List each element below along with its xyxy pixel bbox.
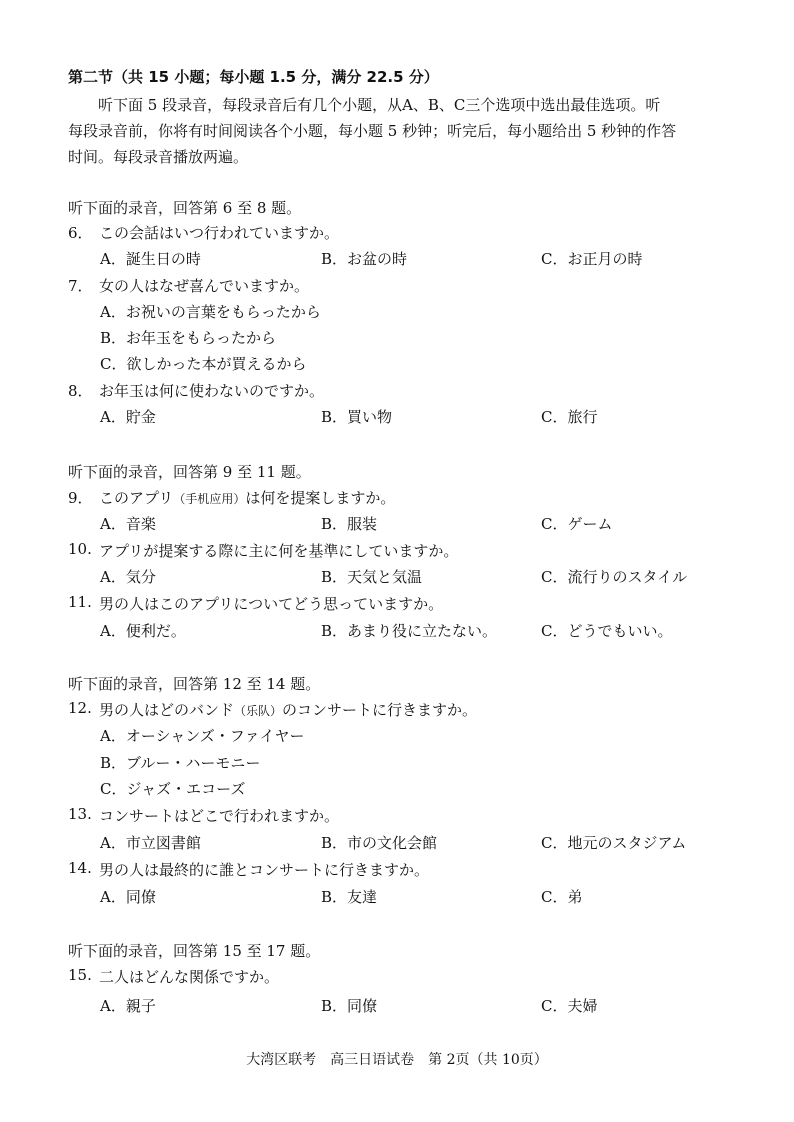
option-b[interactable]: B．ブルー・ハーモニー [100,754,261,772]
question-14 [0,859,794,883]
option-a[interactable]: A．お祝いの言葉をもらったから [100,303,321,321]
question-7 [0,275,794,299]
option-c[interactable]: C．地元のスタジアム [541,834,687,852]
options-row [0,406,794,430]
question-text-part: のコンサートに行きますか。 [282,701,478,719]
group-title: 听下面的录音，回答第 9 至 11 题。 [68,463,311,481]
instruction-line: 每段录音前，你将有时间阅读各个小题，每小题 5 秒钟；听完后，每小题给出 5 秒钟的作答 [68,122,677,140]
section-instructions [68,92,708,170]
question-note: （手机应用） [173,492,246,506]
option-b[interactable]: B．あまり役に立たない。 [321,622,498,640]
question-text: 女の人はなぜ喜んでいますか。 [99,277,310,295]
question-12 [0,699,794,723]
option-b[interactable]: B．お年玉をもらったから [100,329,277,347]
options-row [0,620,794,644]
question-8 [0,380,794,404]
question-text-part: は何を提案しますか。 [245,489,396,507]
question-number: 11. [68,593,92,611]
page-footer: 大湾区联考 高三日语试卷 第 2页（共 10页） [246,1052,548,1068]
question-number: 9． [68,489,93,507]
option-row [0,778,794,802]
option-b[interactable]: B．天気と気温 [321,568,423,586]
question-number: 15. [68,966,92,984]
question-text: この会話はいつ行われていますか。 [99,224,340,242]
question-text: 男の人はこのアプリについてどう思っていますか。 [99,595,444,613]
option-row [0,752,794,776]
question-number: 12. [68,699,92,717]
option-a[interactable]: A．便利だ。 [100,622,186,640]
option-c[interactable]: C．ジャズ・エコーズ [100,780,246,798]
options-row [0,832,794,856]
question-9 [0,487,794,511]
option-row [0,301,794,325]
option-row [0,353,794,377]
question-15 [0,966,794,990]
question-6 [0,222,794,246]
options-row [0,513,794,537]
instruction-line: 听下面 5 段录音，每段录音后有几个小题，从A、B、C三个选项中选出最佳选项。听 [98,96,661,114]
option-a[interactable]: A．誕生日の時 [100,250,201,268]
options-row [0,995,794,1019]
options-row [0,248,794,272]
option-a[interactable]: A．同僚 [100,888,156,906]
option-c[interactable]: C．ゲーム [541,515,613,533]
option-b[interactable]: B．同僚 [321,997,378,1015]
option-a[interactable]: A．音楽 [100,515,156,533]
question-number: 8． [68,382,93,400]
question-number: 6． [68,224,93,242]
option-a[interactable]: A．オーシャンズ・ファイヤー [100,727,305,745]
question-text-part: このアプリ [99,489,174,507]
option-c[interactable]: C．弟 [541,888,583,906]
option-b[interactable]: B．市の文化会館 [321,834,438,852]
option-c[interactable]: C．欲しかった本が買えるから [100,355,307,373]
question-number: 10. [68,540,92,558]
option-c[interactable]: C．どうでもいい。 [541,622,673,640]
question-13 [0,805,794,829]
question-note: （乐队） [234,704,283,718]
option-a[interactable]: A．気分 [100,568,156,586]
option-a[interactable]: A．貯金 [100,408,156,426]
option-c[interactable]: C．お正月の時 [541,250,643,268]
option-b[interactable]: B．買い物 [321,408,393,426]
option-c[interactable]: C．流行りのスタイル [541,568,688,586]
question-number: 13. [68,805,92,823]
question-text: 二人はどんな関係ですか。 [99,968,280,986]
question-number: 14. [68,859,92,877]
option-b[interactable]: B．お盆の時 [321,250,408,268]
question-text [99,487,395,508]
section-heading: 第二节（共 15 小题；每小题 1.5 分，满分 22.5 分） [68,68,439,86]
group-title: 听下面的录音，回答第 12 至 14 题。 [68,675,321,693]
group-title: 听下面的录音，回答第 15 至 17 题。 [68,942,321,960]
instruction-line: 时间。每段录音播放两遍。 [68,148,249,166]
question-text-part: 男の人はどのバンド [99,701,235,719]
option-row [0,725,794,749]
option-a[interactable]: A．市立図書館 [100,834,201,852]
question-text: アプリが提案する際に主に何を基準にしていますか。 [99,542,459,560]
option-c[interactable]: C．旅行 [541,408,598,426]
question-text [99,699,477,720]
group-title: 听下面的录音，回答第 6 至 8 题。 [68,199,302,217]
option-b[interactable]: B．服装 [321,515,378,533]
question-text: コンサートはどこで行われますか。 [99,807,340,825]
option-c[interactable]: C．夫婦 [541,997,598,1015]
options-row [0,886,794,910]
question-11 [0,593,794,617]
option-row [0,327,794,351]
option-a[interactable]: A．親子 [100,997,156,1015]
question-text: お年玉は何に使わないのですか。 [99,382,325,400]
question-text: 男の人は最終的に誰とコンサートに行きますか。 [99,861,430,879]
question-10 [0,540,794,564]
question-number: 7． [68,277,93,295]
option-b[interactable]: B．友達 [321,888,378,906]
options-row [0,566,794,590]
